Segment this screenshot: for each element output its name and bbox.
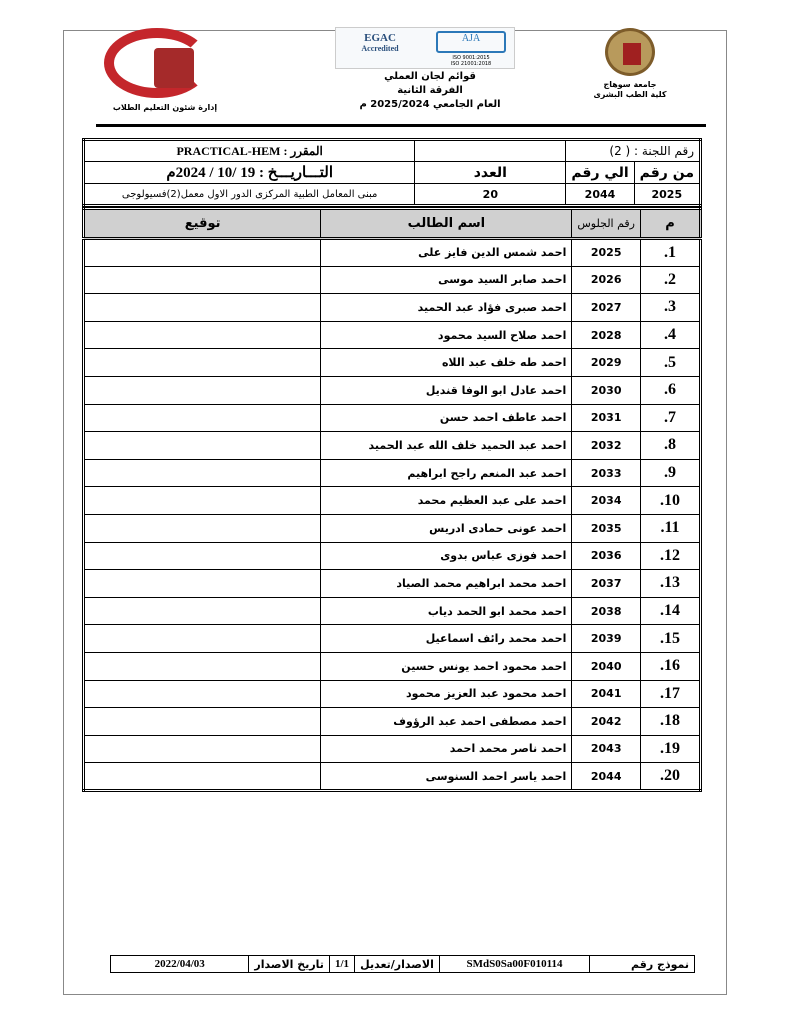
student-row xyxy=(84,652,701,680)
signature-cell[interactable] xyxy=(84,459,321,487)
student-row xyxy=(84,376,701,404)
students-table xyxy=(82,207,702,792)
student-row xyxy=(84,542,701,570)
doc-title: قوائم لجان العملي xyxy=(384,71,476,82)
column-header-seat: رقم الجلوس xyxy=(572,209,641,239)
count-label: العدد xyxy=(415,162,566,184)
faculty-name: كلية الطب البشرى xyxy=(593,90,667,99)
iso-21001: ISO 21001:2018 xyxy=(450,61,492,67)
student-row xyxy=(84,266,701,294)
seat-number: 2031 xyxy=(572,404,641,432)
student-name: احمد على عبد العظيم محمد xyxy=(321,487,572,515)
column-header-signature: توقيع xyxy=(84,209,321,239)
seat-number: 2027 xyxy=(572,294,641,322)
seat-number: 2035 xyxy=(572,514,641,542)
student-name: احمد صلاح السيد محمود xyxy=(321,321,572,349)
student-name: احمد محمد ابراهيم محمد الصياد xyxy=(321,570,572,598)
year-level: الفرقة الثانية xyxy=(397,85,463,96)
student-index: 1. xyxy=(641,239,701,267)
student-name: احمد عونى حمادى ادريس xyxy=(321,514,572,542)
signature-cell[interactable] xyxy=(84,570,321,598)
cert-logos xyxy=(335,27,515,69)
signature-cell[interactable] xyxy=(84,239,321,267)
form-number-label: نموذج رقم xyxy=(590,956,695,973)
student-name: احمد فوزى عباس بدوى xyxy=(321,542,572,570)
table-header-row xyxy=(84,209,701,239)
student-row xyxy=(84,597,701,625)
student-name: احمد محمود احمد يونس حسين xyxy=(321,652,572,680)
committee-number: رقم اللجنة : ( 2) xyxy=(566,140,701,162)
signature-cell[interactable] xyxy=(84,487,321,515)
signature-cell[interactable] xyxy=(84,680,321,708)
student-name: احمد صبرى فؤاد عبد الحميد xyxy=(321,294,572,322)
student-index: 4. xyxy=(641,321,701,349)
student-index: 6. xyxy=(641,376,701,404)
form-footer xyxy=(110,955,695,973)
student-index: 14. xyxy=(641,597,701,625)
student-name: احمد طه خلف عبد اللاه xyxy=(321,349,572,377)
student-index: 5. xyxy=(641,349,701,377)
exam-location: مبنى المعامل الطبية المركزى الدور الاول معمل(2)فسيولوجى xyxy=(84,184,415,206)
signature-cell[interactable] xyxy=(84,376,321,404)
student-row xyxy=(84,570,701,598)
seat-number: 2038 xyxy=(572,597,641,625)
signature-cell[interactable] xyxy=(84,404,321,432)
university-name: جامعة سوهاج xyxy=(603,80,657,89)
student-row xyxy=(84,763,701,791)
student-name: احمد عبد المنعم راجح ابراهيم xyxy=(321,459,572,487)
university-seal-logo xyxy=(605,28,655,76)
from-value: 2025 xyxy=(634,184,700,206)
student-row xyxy=(84,239,701,267)
student-name: احمد شمس الدين فايز على xyxy=(321,239,572,267)
aja-label: AJA xyxy=(436,31,506,53)
student-index: 7. xyxy=(641,404,701,432)
student-row xyxy=(84,514,701,542)
signature-cell[interactable] xyxy=(84,625,321,653)
seat-number: 2034 xyxy=(572,487,641,515)
student-name: احمد صابر السيد موسى xyxy=(321,266,572,294)
student-row xyxy=(84,432,701,460)
student-index: 8. xyxy=(641,432,701,460)
form-code: SMdS0Sa00F010114 xyxy=(440,956,590,973)
seat-number: 2044 xyxy=(572,763,641,791)
student-row xyxy=(84,708,701,736)
student-name: احمد محمد ابو الحمد دياب xyxy=(321,597,572,625)
student-index: 19. xyxy=(641,735,701,763)
student-name: احمد عادل ابو الوفا قنديل xyxy=(321,376,572,404)
student-index: 11. xyxy=(641,514,701,542)
student-name: احمد مصطفى احمد عبد الرؤوف xyxy=(321,708,572,736)
iso-9001: ISO 9001:2015 xyxy=(452,55,490,61)
revision-label: الاصدار/تعديل xyxy=(355,956,440,973)
seat-number: 2026 xyxy=(572,266,641,294)
signature-cell[interactable] xyxy=(84,266,321,294)
signature-cell[interactable] xyxy=(84,542,321,570)
student-row xyxy=(84,349,701,377)
student-index: 20. xyxy=(641,763,701,791)
student-index: 18. xyxy=(641,708,701,736)
count-value: 20 xyxy=(415,184,566,206)
student-index: 16. xyxy=(641,652,701,680)
signature-cell[interactable] xyxy=(84,735,321,763)
student-name: احمد محمود عبد العزيز محمود xyxy=(321,680,572,708)
exam-date: التـــاريـــخ : 19 /10 / 2024م xyxy=(84,162,415,184)
academic-year: العام الجامعي 2025/2024 م xyxy=(359,99,501,110)
student-name: احمد ناصر محمد احمد xyxy=(321,735,572,763)
seat-number: 2039 xyxy=(572,625,641,653)
student-name: احمد عاطف احمد حسن xyxy=(321,404,572,432)
seat-number: 2037 xyxy=(572,570,641,598)
seat-number: 2032 xyxy=(572,432,641,460)
seat-number: 2040 xyxy=(572,652,641,680)
from-label: من رقم xyxy=(634,162,700,184)
seat-number: 2036 xyxy=(572,542,641,570)
student-name: احمد عبد الحميد خلف الله عبد الحميد xyxy=(321,432,572,460)
faculty-logo xyxy=(104,28,210,98)
seat-number: 2033 xyxy=(572,459,641,487)
signature-cell[interactable] xyxy=(84,349,321,377)
signature-cell[interactable] xyxy=(84,432,321,460)
column-header-name: اسم الطالب xyxy=(321,209,572,239)
student-index: 17. xyxy=(641,680,701,708)
seat-number: 2043 xyxy=(572,735,641,763)
student-row xyxy=(84,680,701,708)
student-index: 9. xyxy=(641,459,701,487)
student-index: 2. xyxy=(641,266,701,294)
signature-cell[interactable] xyxy=(84,763,321,791)
signature-cell[interactable] xyxy=(84,597,321,625)
to-label: الي رقم xyxy=(566,162,634,184)
seat-number: 2025 xyxy=(572,239,641,267)
seat-number: 2042 xyxy=(572,708,641,736)
committee-info-table xyxy=(82,138,702,207)
seat-number: 2028 xyxy=(572,321,641,349)
signature-cell[interactable] xyxy=(84,294,321,322)
student-index: 3. xyxy=(641,294,701,322)
issue-date-label: تاريخ الاصدار xyxy=(249,956,330,973)
student-row xyxy=(84,625,701,653)
student-row xyxy=(84,321,701,349)
signature-cell[interactable] xyxy=(84,514,321,542)
column-header-index: م xyxy=(641,209,701,239)
course-name: المقرر : PRACTICAL-HEM xyxy=(84,140,415,162)
student-index: 12. xyxy=(641,542,701,570)
seat-number: 2030 xyxy=(572,376,641,404)
student-name: احمد ياسر احمد السنوسى xyxy=(321,763,572,791)
signature-cell[interactable] xyxy=(84,708,321,736)
student-row xyxy=(84,735,701,763)
student-row xyxy=(84,294,701,322)
seat-number: 2041 xyxy=(572,680,641,708)
header-divider xyxy=(96,124,706,127)
student-row xyxy=(84,459,701,487)
student-index: 10. xyxy=(641,487,701,515)
student-index: 15. xyxy=(641,625,701,653)
student-row xyxy=(84,404,701,432)
seat-number: 2029 xyxy=(572,349,641,377)
egac-label: EGAC xyxy=(364,32,396,44)
student-name: احمد محمد رائف اسماعيل xyxy=(321,625,572,653)
student-index: 13. xyxy=(641,570,701,598)
student-row xyxy=(84,487,701,515)
revision-value: 1/1 xyxy=(329,956,354,973)
to-value: 2044 xyxy=(566,184,634,206)
egac-accredited: Accredited xyxy=(361,44,399,53)
student-affairs-caption: إدارة شئون التعليم الطلاب xyxy=(112,103,218,112)
signature-cell[interactable] xyxy=(84,652,321,680)
issue-date: 2022/04/03 xyxy=(111,956,249,973)
signature-cell[interactable] xyxy=(84,321,321,349)
